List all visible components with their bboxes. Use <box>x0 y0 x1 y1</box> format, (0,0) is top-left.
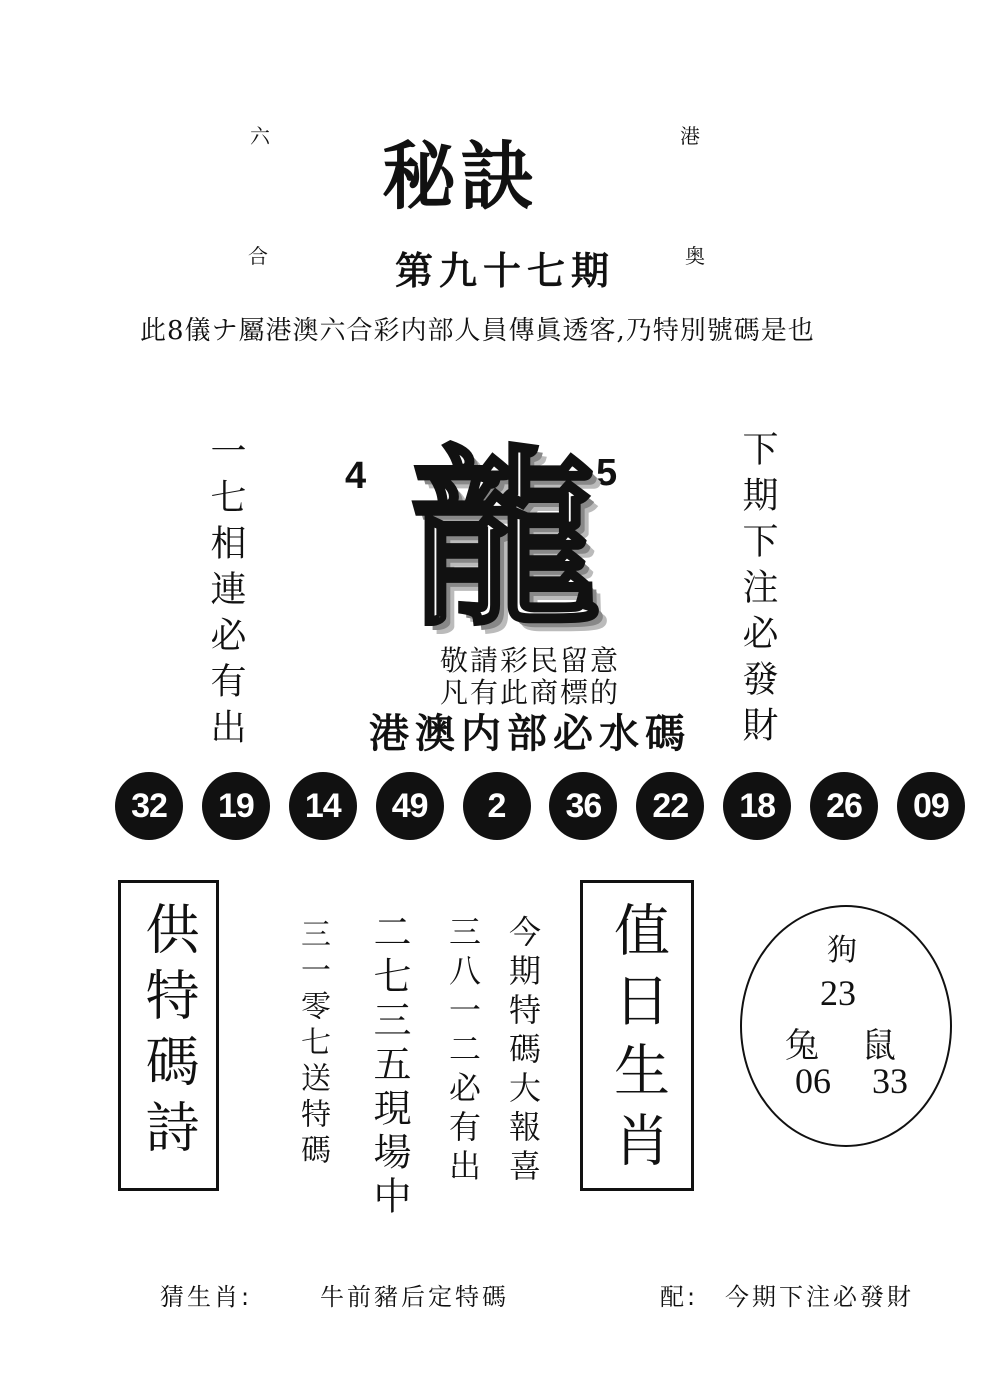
poem-line-3: 三八一二必有出 <box>444 915 482 1188</box>
match-label: 配: <box>660 1283 699 1311</box>
number-ball: 49 <box>376 772 444 840</box>
notice-line-1: 敬請彩民留意 <box>439 644 620 677</box>
poem-line-4: 今期特碼大報喜 <box>504 915 542 1188</box>
zodiac-top-name: 狗 <box>827 933 857 968</box>
hint-number-left: 4 <box>345 455 367 497</box>
zodiac-right-number: 33 <box>872 1061 908 1101</box>
corner-char-top-right: 港 <box>680 124 700 148</box>
inner-code-title: 港澳内部必水碼 <box>369 710 691 757</box>
number-ball: 26 <box>810 772 878 840</box>
page-title: 秘訣 <box>382 134 538 220</box>
zodiac-box <box>580 880 694 1191</box>
right-vertical-slogan: 下期下注必發財 <box>737 430 778 752</box>
guess-zodiac-label: 猜生肖: <box>160 1283 253 1311</box>
notice-line-2: 凡有此商標的 <box>439 676 620 709</box>
dragon-character: 龍 <box>409 428 600 651</box>
match-value: 今期下注必發財 <box>725 1283 914 1311</box>
number-balls-row <box>115 772 965 842</box>
number-ball: 32 <box>115 772 183 840</box>
poem-box <box>118 880 219 1191</box>
number-ball: 09 <box>897 772 965 840</box>
zodiac-left-name: 兔 <box>785 1026 819 1066</box>
hint-number-right: 5 <box>596 452 618 494</box>
number-ball: 18 <box>723 772 791 840</box>
corner-char-top-left: 六 <box>250 124 270 148</box>
corner-char-mid-left: 合 <box>248 244 268 268</box>
poem-box-label: 供特碼詩 <box>137 901 200 1165</box>
notice-text <box>410 645 650 709</box>
number-ball: 19 <box>202 772 270 840</box>
issue-number: 第九十七期 <box>394 248 615 293</box>
number-ball: 2 <box>463 772 531 840</box>
zodiac-top-number: 23 <box>820 973 856 1013</box>
corner-char-mid-right: 奥 <box>685 244 705 268</box>
intro-text: 此8儀ナ屬港澳六合彩内部人員傳眞透客,乃特別號碼是也 <box>140 316 815 346</box>
guess-zodiac-value: 牛前豬后定特碼 <box>320 1283 509 1311</box>
zodiac-box-label: 值日生肖 <box>605 901 670 1181</box>
zodiac-left-number: 06 <box>795 1061 831 1101</box>
left-vertical-slogan: 一七相連必有出 <box>205 432 246 754</box>
number-ball: 14 <box>289 772 357 840</box>
poem-line-1: 三一零七送特碼 <box>295 918 330 1170</box>
poem-line-2: 二七三五現場中 <box>367 912 411 1220</box>
number-ball: 36 <box>549 772 617 840</box>
number-ball: 22 <box>636 772 704 840</box>
zodiac-right-name: 鼠 <box>862 1026 896 1066</box>
dragon-logo <box>390 430 620 650</box>
